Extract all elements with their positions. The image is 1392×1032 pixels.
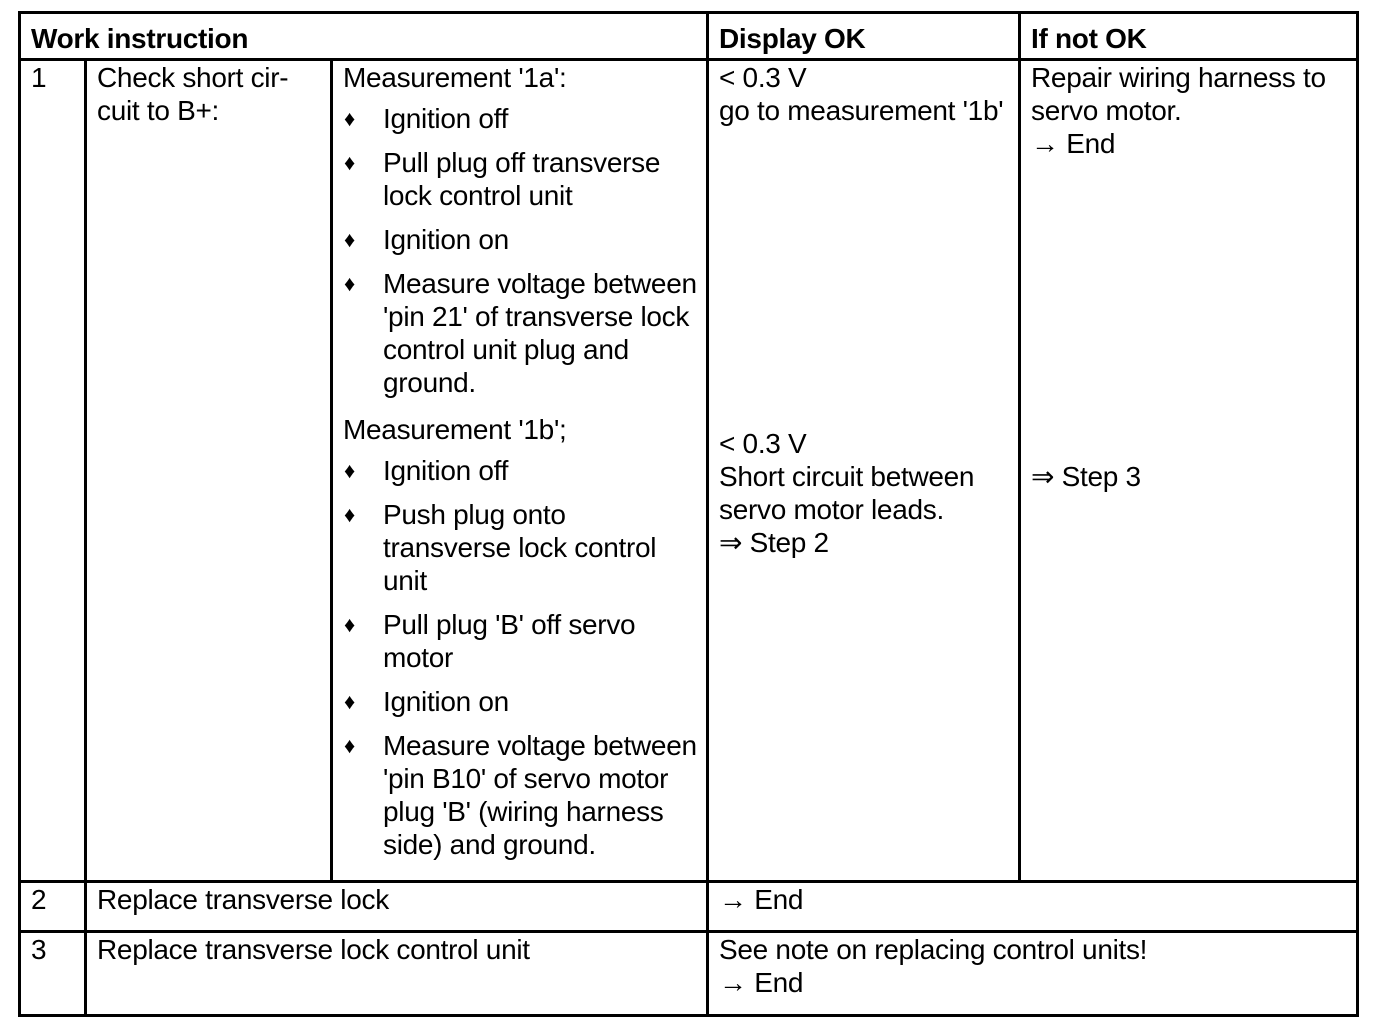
list-item: ♦ Ignition off: [344, 103, 509, 134]
step-1-title-line1: Check short cir-: [97, 62, 289, 93]
measurement-1b-ok-text: Short circuit between: [719, 461, 975, 492]
list-item: ♦ Ignition on: [344, 224, 509, 255]
measurement-1a-not-ok-action: → End: [1031, 128, 1116, 159]
measurement-1b-ok-text-2: servo motor leads.: [719, 494, 944, 525]
diamond-bullet-icon: ♦: [344, 227, 355, 252]
diamond-bullet-icon: ♦: [344, 733, 355, 758]
measurement-1a-label: Measurement '1a':: [343, 62, 567, 93]
step-2-text: Replace transverse lock: [86, 882, 708, 932]
measurement-1b-list: [343, 454, 698, 861]
step-3-result-note: See note on replacing control units!: [719, 934, 1148, 965]
display-ok-header: Display OK: [708, 13, 1020, 60]
work-instruction-header: Work instruction: [20, 13, 708, 60]
measurement-1b-label: Measurement '1b';: [343, 414, 567, 445]
step-3-row: [20, 932, 1358, 1016]
list-item: ♦ Measure voltage between 'pin B10' of servo motor plug 'B' (wiring harness side) and ground.: [344, 730, 697, 860]
list-item: ♦ Ignition on: [344, 686, 509, 717]
measurement-1a-not-ok-text-2: servo motor.: [1031, 95, 1182, 126]
step-1-number: 1: [20, 60, 86, 882]
work-instruction-table: [18, 11, 1359, 1017]
step-1-display-ok: [708, 60, 1020, 882]
step-1-title-line2: cuit to B+:: [97, 95, 219, 126]
list-item: ♦ Push plug onto transverse lock control unit: [344, 499, 657, 596]
measurement-1a-list: [343, 102, 698, 399]
list-item: ♦ Pull plug 'B' off servo motor: [344, 609, 636, 673]
measurement-1a-not-ok-text: Repair wiring harness to: [1031, 62, 1326, 93]
header-row: [20, 13, 1358, 60]
if-not-ok-header: If not OK: [1020, 13, 1358, 60]
step-3-number: 3: [20, 932, 86, 1016]
step-2-number: 2: [20, 882, 86, 932]
step-1-measurements: [332, 60, 708, 882]
list-item: ♦ Pull plug off transverse lock control unit: [344, 147, 661, 211]
step-3-result: [708, 932, 1358, 1016]
diamond-bullet-icon: ♦: [344, 502, 355, 527]
step-2-row: [20, 882, 1358, 932]
step-1-if-not-ok: [1020, 60, 1358, 882]
diamond-bullet-icon: ♦: [344, 612, 355, 637]
measurement-1a-ok-action: go to measurement '1b': [719, 95, 1004, 126]
list-item: ♦ Measure voltage between 'pin 21' of transverse lock control unit plug and ground.: [344, 268, 697, 398]
measurement-1a-ok-value: < 0.3 V: [719, 62, 807, 93]
step-3-text: Replace transverse lock control unit: [86, 932, 708, 1016]
diamond-bullet-icon: ♦: [344, 271, 355, 296]
diamond-bullet-icon: ♦: [344, 106, 355, 131]
list-item: ♦ Ignition off: [344, 455, 509, 486]
step-3-result-action: → End: [719, 967, 804, 998]
diamond-bullet-icon: ♦: [344, 689, 355, 714]
step-1-row: [20, 60, 1358, 882]
diamond-bullet-icon: ♦: [344, 150, 355, 175]
diamond-bullet-icon: ♦: [344, 458, 355, 483]
measurement-1b-not-ok-action: ⇒ Step 3: [1031, 461, 1141, 492]
step-1-title: [86, 60, 332, 882]
measurement-1b-ok-value: < 0.3 V: [719, 428, 807, 459]
measurement-1b-ok-action: ⇒ Step 2: [719, 527, 829, 558]
step-2-result: → End: [708, 882, 1358, 932]
